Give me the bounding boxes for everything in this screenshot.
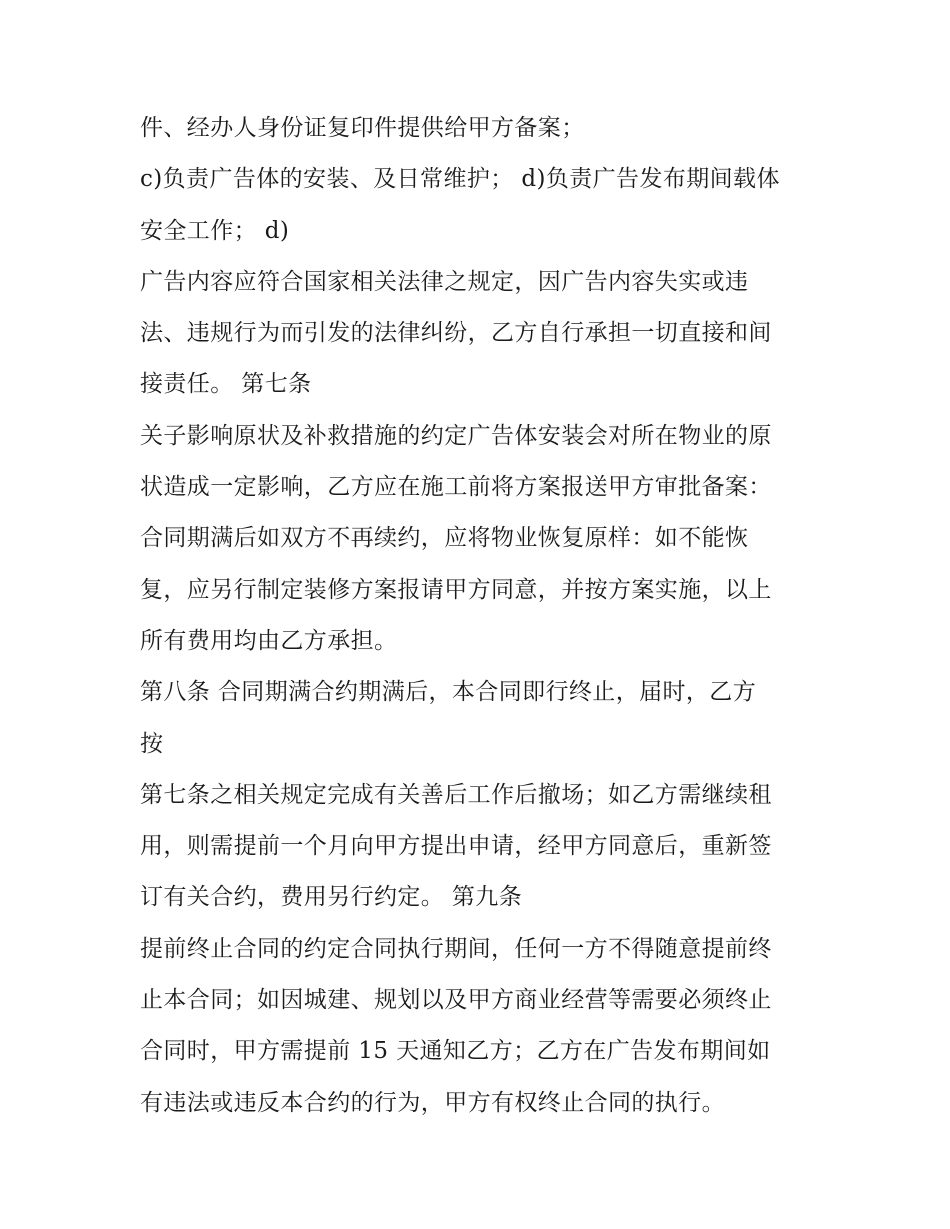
text-line: 件、经办人身份证复印件提供给甲方备案；	[140, 115, 585, 141]
text-line: 法、违规行为而引发的法律纠纷，乙方自行承担一切直接和间	[140, 320, 772, 347]
text-line: 接责任。 第七条	[140, 371, 312, 398]
text-line: 合同期满后如双方不再续约，应将物业恢复原样：如不能恢	[140, 525, 749, 552]
text-line: 状造成一定影响，乙方应在施工前将方案报送甲方审批备案：	[140, 474, 772, 501]
document-body	[140, 103, 820, 1129]
text-line: 按	[140, 730, 164, 757]
text-line: 有违法或违反本合约的行为，甲方有权终止合同的执行。	[140, 1089, 725, 1116]
text-line: 订有关合约，费用另行约定。 第九条	[140, 884, 523, 911]
text-line: 所有费用均由乙方承担。	[140, 627, 398, 654]
text-line: 复，应另行制定装修方案报请甲方同意，并按方案实施，以上	[140, 576, 772, 603]
text-line: 合同时，甲方需提前 15 天通知乙方；乙方在广告发布期间如	[140, 1038, 771, 1065]
text-line: 安全工作； d)	[140, 217, 290, 244]
text-line: 提前终止合同的约定合同执行期间，任何一方不得随意提前终	[140, 935, 772, 962]
text-line: 第七条之相关规定完成有关善后工作后撤场；如乙方需继续租	[140, 781, 772, 808]
text-line: 广告内容应符合国家相关法律之规定，因广告内容失实或违	[140, 268, 749, 295]
text-line: 关子影响原状及补救措施的约定广告体安装会对所在物业的原	[140, 422, 772, 449]
text-line: 用，则需提前一个月向甲方提出申请，经甲方同意后，重新签	[140, 833, 772, 860]
text-line: c)负责广告体的安装、及日常维护； d)负责广告发布期间载体	[140, 166, 780, 193]
text-line: 第八条 合同期满合约期满后，本合同即行终止，届时，乙方	[140, 679, 757, 706]
text-line: 止本合同；如因城建、规划以及甲方商业经营等需要必须终止	[140, 987, 772, 1014]
